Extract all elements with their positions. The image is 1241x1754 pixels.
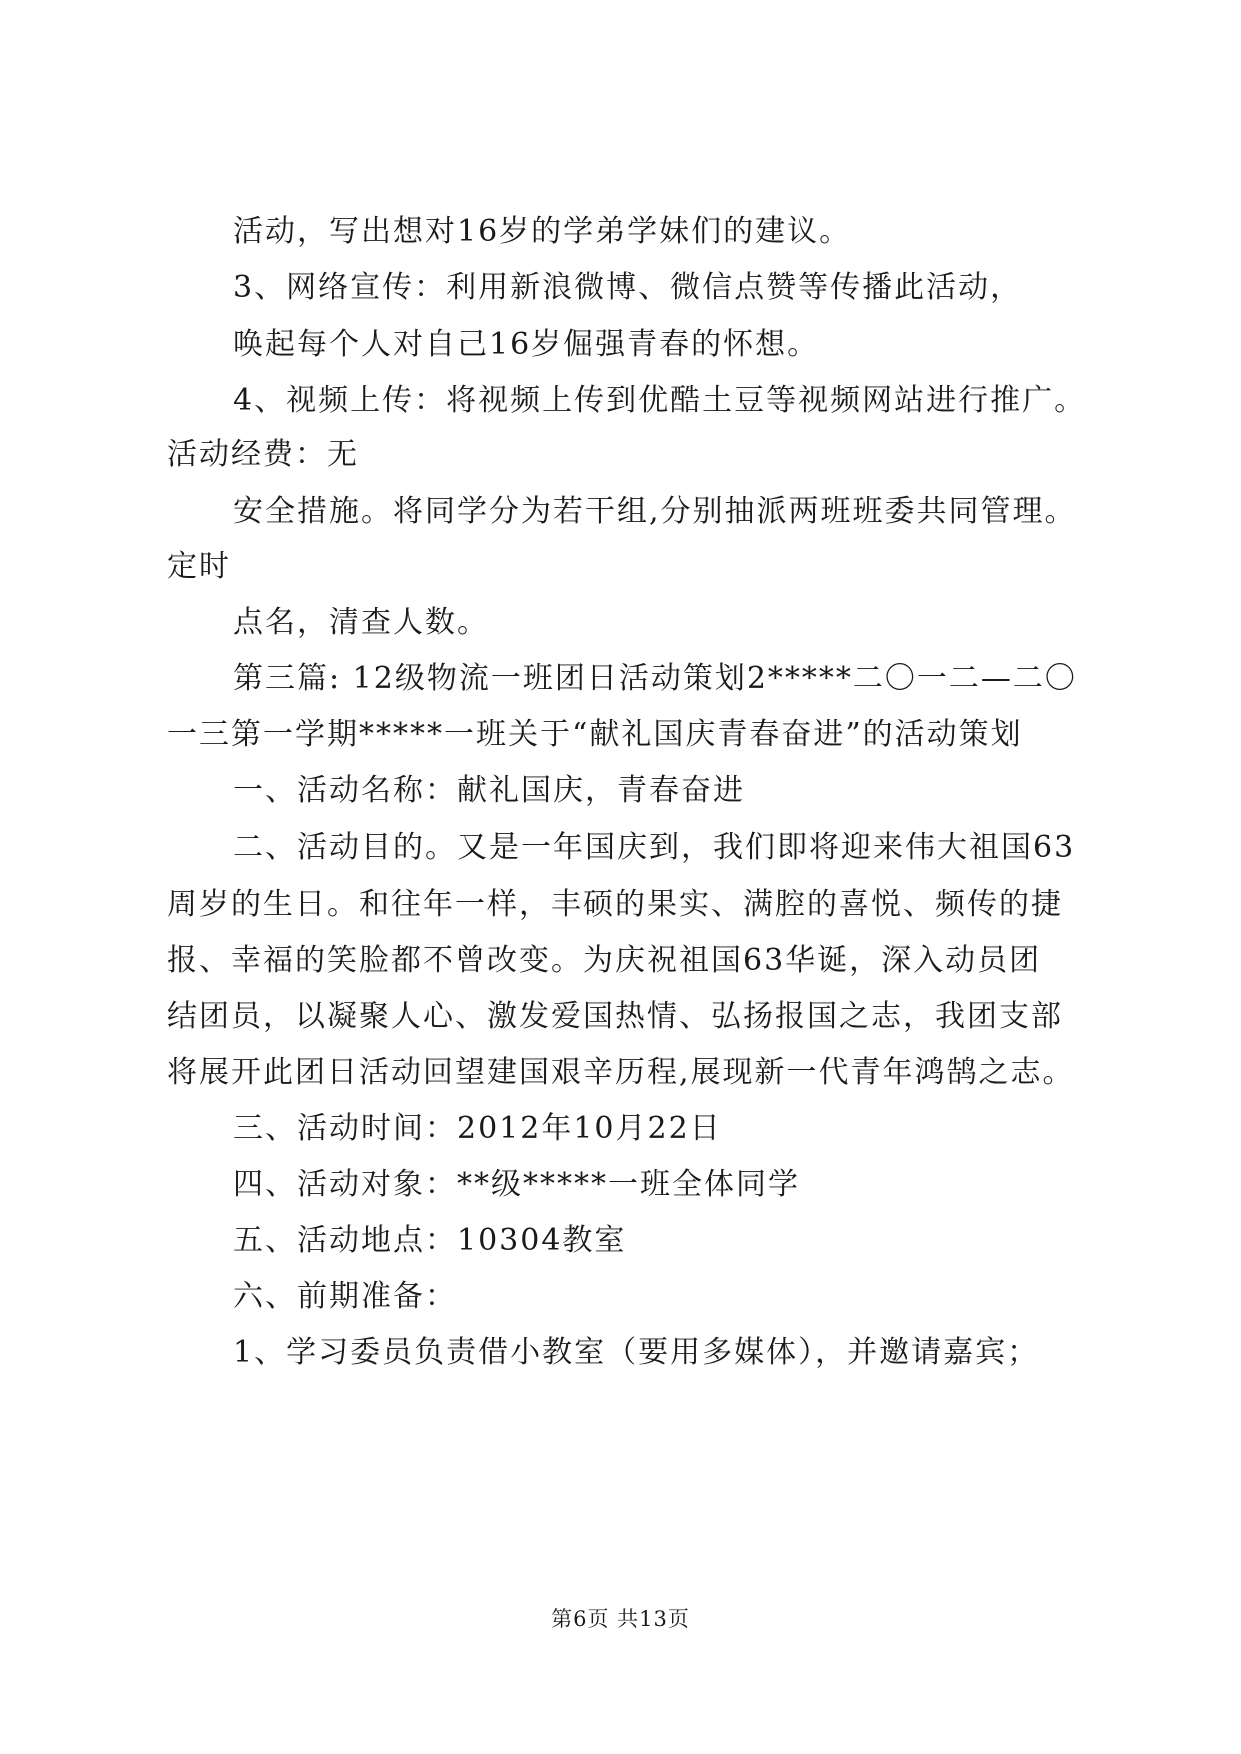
page-footer: 第6页 共13页 <box>551 1607 690 1631</box>
body-line-12: 二、活动目的。又是一年国庆到，我们即将迎来伟大祖国63 <box>233 830 1076 865</box>
body-line-7: 定时 <box>167 549 231 584</box>
body-line-18: 四、活动对象：**级*****一班全体同学 <box>233 1167 800 1202</box>
body-line-14: 报、幸福的笑脸都不曾改变。为庆祝祖国63华诞，深入动员团 <box>167 943 1042 978</box>
body-line-4: 4、视频上传：将视频上传到优酷土豆等视频网站进行推广。 <box>233 383 1087 418</box>
body-line-6: 安全措施。将同学分为若干组,分别抽派两班班委共同管理。 <box>233 494 1077 529</box>
body-line-1: 活动，写出想对16岁的学弟学妹们的建议。 <box>233 214 852 249</box>
body-line-2: 3、网络宣传：利用新浪微博、微信点赞等传播此活动， <box>233 270 1023 305</box>
body-line-20: 六、前期准备： <box>233 1279 457 1314</box>
body-line-17: 三、活动时间：2012年10月22日 <box>233 1111 722 1146</box>
body-line-9: 第三篇: 12级物流一班团日活动策划2*****二〇一二—二〇 <box>233 661 1077 696</box>
body-line-10: 一三第一学期*****一班关于“献礼国庆青春奋进”的活动策划 <box>167 717 1023 752</box>
body-line-13: 周岁的生日。和往年一样，丰硕的果实、满腔的喜悦、频传的捷 <box>167 887 1063 922</box>
body-line-5: 活动经费：无 <box>167 437 359 472</box>
body-line-16: 将展开此团日活动回望建国艰辛历程,展现新一代青年鸿鹄之志。 <box>167 1055 1075 1090</box>
body-line-19: 五、活动地点：10304教室 <box>233 1223 627 1258</box>
body-line-8: 点名，清查人数。 <box>233 605 489 640</box>
body-line-3: 唤起每个人对自己16岁倔强青春的怀想。 <box>233 327 820 362</box>
body-line-15: 结团员，以凝聚人心、激发爱国热情、弘扬报国之志，我团支部 <box>167 999 1063 1034</box>
body-line-11: 一、活动名称：献礼国庆，青春奋进 <box>233 773 745 808</box>
body-line-21: 1、学习委员负责借小教室（要用多媒体），并邀请嘉宾； <box>233 1335 1040 1370</box>
